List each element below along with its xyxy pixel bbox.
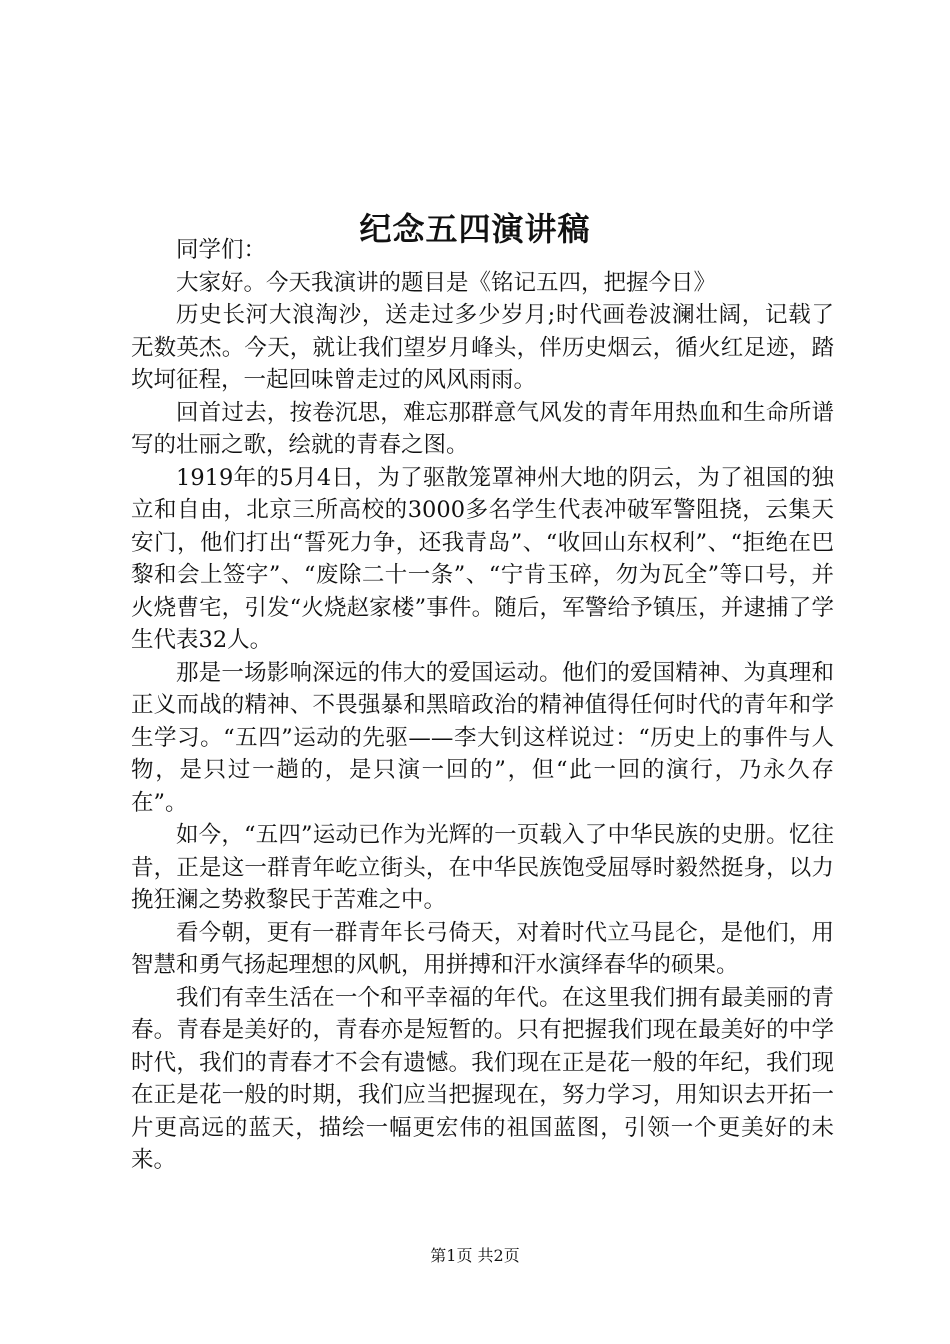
paragraph-our-youth: 我们有幸生活在一个和平幸福的年代。在这里我们拥有最美丽的青春。青春是美好的，青春亦是短暂的。只有把握我们现在最美好的中学时代，我们的青春才不会有遗憾。我们现在正是花一般的年纪，我们现在正是花一般的时期，我们应当把握现在，努力学习，用知识去开拓一片更高远的蓝天，描绘一幅更宏伟的祖国蓝图，引领一个更美好的未来。 [131, 984, 834, 1173]
paragraph-may-fourth-1919: 1919年的5月4日，为了驱散笼罩神州大地的阴云，为了祖国的独立和自由，北京三所高校的3000多名学生代表冲破军警阻挠，云集天安门，他们打出“誓死力争，还我青岛”、“收回山东权利”、“拒绝在巴黎和会上签字”、“废除二十一条”、“宁肯玉碎，勿为瓦全”等口号，并火烧曹宅，引发“火烧赵家楼”事件。随后，军警给予镇压，并逮捕了学生代表32人。 [131, 464, 834, 653]
document-title: 纪念五四演讲稿 [359, 210, 591, 249]
paragraph-salutation: 同学们： [176, 237, 267, 263]
paragraph-looking-back: 回首过去，按卷沉思，难忘那群意气风发的青年用热血和生命所谱写的壮丽之歌，绘就的青春之图。 [131, 399, 834, 458]
document-body [131, 234, 834, 1177]
paragraph-nowadays: 如今，“五四”运动已作为光辉的一页载入了中华民族的史册。忆往昔，正是这一群青年屹立街头，在中华民族饱受屈辱时毅然挺身，以力挽狂澜之势救黎民于苦难之中。 [131, 822, 834, 913]
paragraph-today: 看今朝，更有一群青年长弓倚天，对着时代立马昆仑，是他们，用智慧和勇气扬起理想的风帆，用拼搏和汗水演绎春华的硕果。 [131, 919, 834, 978]
paragraph-greeting: 大家好。今天我演讲的题目是《铭记五四，把握今日》 [176, 269, 717, 296]
paragraph-history-river: 历史长河大浪淘沙，送走过多少岁月;时代画卷波澜壮阔，记载了无数英杰。今天，就让我们望岁月峰头，伴历史烟云，循火红足迹，踏坎坷征程，一起回味曾走过的风风雨雨。 [131, 302, 834, 393]
paragraph-patriotic-movement: 那是一场影响深远的伟大的爱国运动。他们的爱国精神、为真理和正义而战的精神、不畏强暴和黑暗政治的精神值得任何时代的青年和学生学习。“五四”运动的先驱——李大钊这样说过：“历史上的事件与人物，是只过一趟的，是只演一回的”，但“此一回的演行，乃永久存在”。 [131, 659, 834, 816]
page-footer: 第1页 共2页 [430, 1246, 520, 1265]
